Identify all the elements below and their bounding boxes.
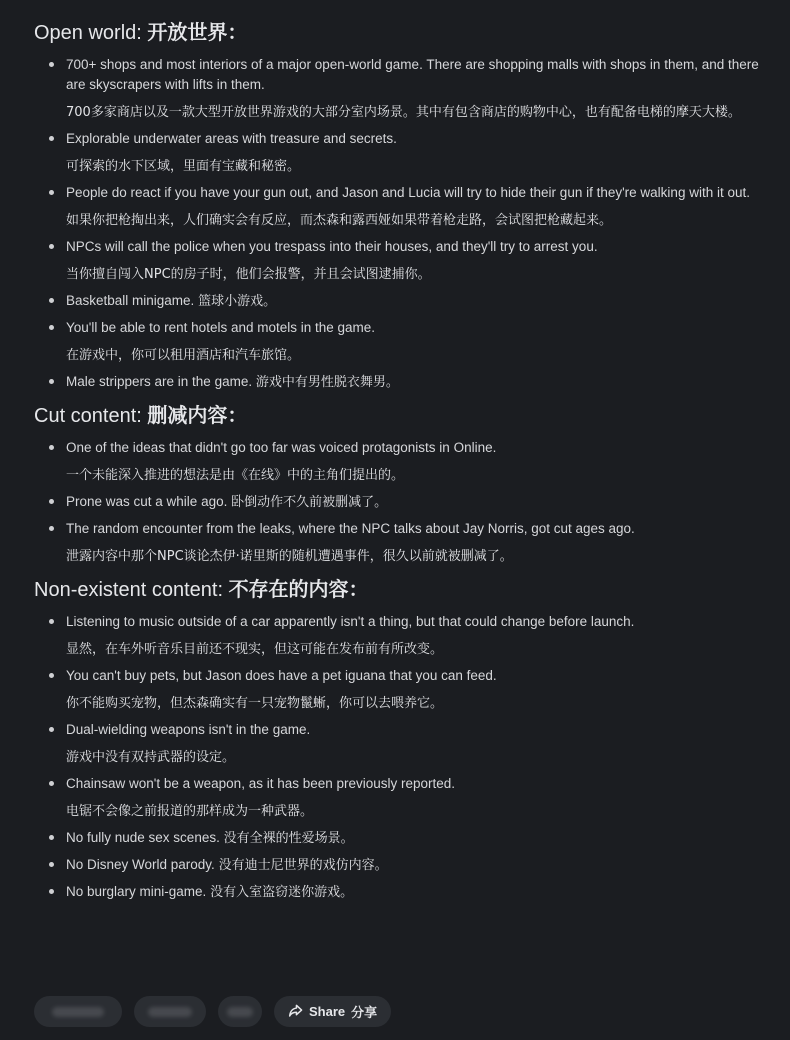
section-title-zh: 删减内容：	[147, 403, 248, 427]
bullet-icon	[49, 190, 54, 195]
section-title-en: Open world:	[34, 22, 142, 44]
item-text-en	[66, 492, 766, 513]
item-text-en-value: Basketball minigame.	[66, 293, 195, 308]
share-label-zh: 分享	[351, 1006, 378, 1021]
item-text-en	[66, 318, 766, 338]
section-title	[34, 575, 766, 604]
item-text-zh: 卧倒动作不久前被删减了。	[231, 495, 388, 510]
list-item	[34, 828, 766, 849]
item-text-zh: 如果你把枪掏出来，人们确实会有反应，而杰森和露西娅如果带着枪走路，会试图把枪藏起来。	[66, 213, 613, 228]
section-title-zh: 开放世界：	[147, 20, 248, 44]
item-text-en	[66, 237, 766, 257]
post-content	[34, 18, 766, 911]
item-text-zh: 700多家商店以及一款大型开放世界游戏的大部分室内场景。其中有包含商店的购物中心，也有配备电梯的摩天大楼。	[66, 105, 741, 120]
item-text-zh: 当你擅自闯入NPC的房子时，他们会报警，并且会试图逮捕你。	[66, 267, 431, 282]
bullet-icon	[49, 136, 54, 141]
item-text-en	[66, 291, 766, 312]
item-text-en-value: No Disney World parody.	[66, 857, 215, 872]
bullet-icon	[49, 325, 54, 330]
item-text-en	[66, 774, 766, 794]
item-text-en-value: NPCs will call the police when you trespass into their houses, and they'll try to arrest you.	[66, 239, 598, 254]
bullet-icon	[49, 835, 54, 840]
item-text-zh: 篮球小游戏。	[198, 294, 277, 309]
item-text-zh: 没有迪士尼世界的戏仿内容。	[218, 858, 388, 873]
section-title-en: Non-existent content:	[34, 579, 223, 601]
bullet-list	[34, 438, 766, 567]
item-text-en	[66, 519, 766, 539]
section-title	[34, 18, 766, 47]
item-text-en	[66, 855, 766, 876]
item-text-zh: 游戏中没有双持武器的设定。	[66, 750, 236, 765]
bullet-icon	[49, 889, 54, 894]
list-item	[34, 55, 766, 123]
bullet-icon	[49, 526, 54, 531]
list-item	[34, 372, 766, 393]
item-text-en	[66, 828, 766, 849]
item-text-en	[66, 55, 766, 95]
section-title	[34, 401, 766, 430]
action-bar	[34, 996, 391, 1027]
item-text-zh: 泄露内容中那个NPC谈论杰伊·诺里斯的随机遭遇事件，很久以前就被删减了。	[66, 549, 513, 564]
item-text-en	[66, 372, 766, 393]
item-text-en-value: You can't buy pets, but Jason does have a pet iguana that you can feed.	[66, 668, 497, 683]
item-text-en-value: People do react if you have your gun out, and Jason and Lucia will try to hide their gun if they're walking with it out.	[66, 185, 750, 200]
item-text-zh: 在游戏中，你可以租用酒店和汽车旅馆。	[66, 348, 301, 363]
list-item	[34, 492, 766, 513]
bullet-icon	[49, 619, 54, 624]
list-item	[34, 129, 766, 177]
item-text-en-value: You'll be able to rent hotels and motels in the game.	[66, 320, 376, 335]
item-text-zh: 可探索的水下区域，里面有宝藏和秘密。	[66, 159, 301, 174]
section	[34, 401, 766, 567]
section	[34, 18, 766, 393]
list-item	[34, 438, 766, 486]
item-text-en-value: Listening to music outside of a car apparently isn't a thing, but that could change before launch.	[66, 614, 635, 629]
bullet-list	[34, 612, 766, 903]
list-item	[34, 882, 766, 903]
item-text-en	[66, 666, 766, 686]
section-title-zh: 不存在的内容：	[228, 577, 369, 601]
bullet-icon	[49, 727, 54, 732]
bullet-icon	[49, 298, 54, 303]
share-label: Share	[309, 1004, 346, 1019]
list-item	[34, 855, 766, 876]
section-title-en: Cut content:	[34, 405, 142, 427]
item-text-zh: 没有全裸的性爱场景。	[223, 831, 354, 846]
blurred-action-button-3[interactable]	[218, 996, 262, 1027]
list-item	[34, 291, 766, 312]
item-text-en-value: One of the ideas that didn't go too far was voiced protagonists in Online.	[66, 440, 497, 455]
item-text-en	[66, 438, 766, 458]
bullet-icon	[49, 781, 54, 786]
list-item	[34, 237, 766, 285]
item-text-en	[66, 612, 766, 632]
bullet-icon	[49, 379, 54, 384]
item-text-en	[66, 882, 766, 903]
share-icon	[288, 1003, 303, 1021]
blurred-action-button-1[interactable]	[34, 996, 122, 1027]
list-item	[34, 720, 766, 768]
bullet-icon	[49, 62, 54, 67]
blurred-action-button-2[interactable]	[134, 996, 206, 1027]
item-text-en	[66, 129, 766, 149]
item-text-en	[66, 720, 766, 740]
list-item	[34, 519, 766, 567]
item-text-en-value: Prone was cut a while ago.	[66, 494, 228, 509]
item-text-en-value: Dual-wielding weapons isn't in the game.	[66, 722, 311, 737]
item-text-en-value: Chainsaw won't be a weapon, as it has been previously reported.	[66, 776, 456, 791]
item-text-zh: 一个未能深入推进的想法是由《在线》中的主角们提出的。	[66, 468, 405, 483]
share-button[interactable]	[274, 996, 391, 1027]
bullet-icon	[49, 244, 54, 249]
item-text-zh: 你不能购买宠物，但杰森确实有一只宠物鬣蜥，你可以去喂养它。	[66, 696, 444, 711]
bullet-icon	[49, 499, 54, 504]
item-text-en-value: The random encounter from the leaks, where the NPC talks about Jay Norris, got cut ages ago.	[66, 521, 635, 536]
list-item	[34, 774, 766, 822]
item-text-zh: 游戏中有男性脱衣舞男。	[255, 375, 399, 390]
bullet-icon	[49, 862, 54, 867]
item-text-zh: 显然，在车外听音乐目前还不现实，但这可能在发布前有所改变。	[66, 642, 444, 657]
item-text-en-value: 700+ shops and most interiors of a major open-world game. There are shopping malls with shops in them, and there are skyscrapers with lifts in them.	[66, 57, 759, 92]
bullet-list	[34, 55, 766, 393]
item-text-en-value: Male strippers are in the game.	[66, 374, 253, 389]
section	[34, 575, 766, 903]
item-text-en-value: No fully nude sex scenes.	[66, 830, 220, 845]
item-text-zh: 没有入室盗窃迷你游戏。	[210, 885, 354, 900]
list-item	[34, 318, 766, 366]
item-text-zh: 电锯不会像之前报道的那样成为一种武器。	[66, 804, 314, 819]
item-text-en-value: Explorable underwater areas with treasure and secrets.	[66, 131, 397, 146]
bullet-icon	[49, 673, 54, 678]
bullet-icon	[49, 445, 54, 450]
item-text-en	[66, 183, 766, 203]
list-item	[34, 183, 766, 231]
list-item	[34, 666, 766, 714]
list-item	[34, 612, 766, 660]
item-text-en-value: No burglary mini-game.	[66, 884, 207, 899]
